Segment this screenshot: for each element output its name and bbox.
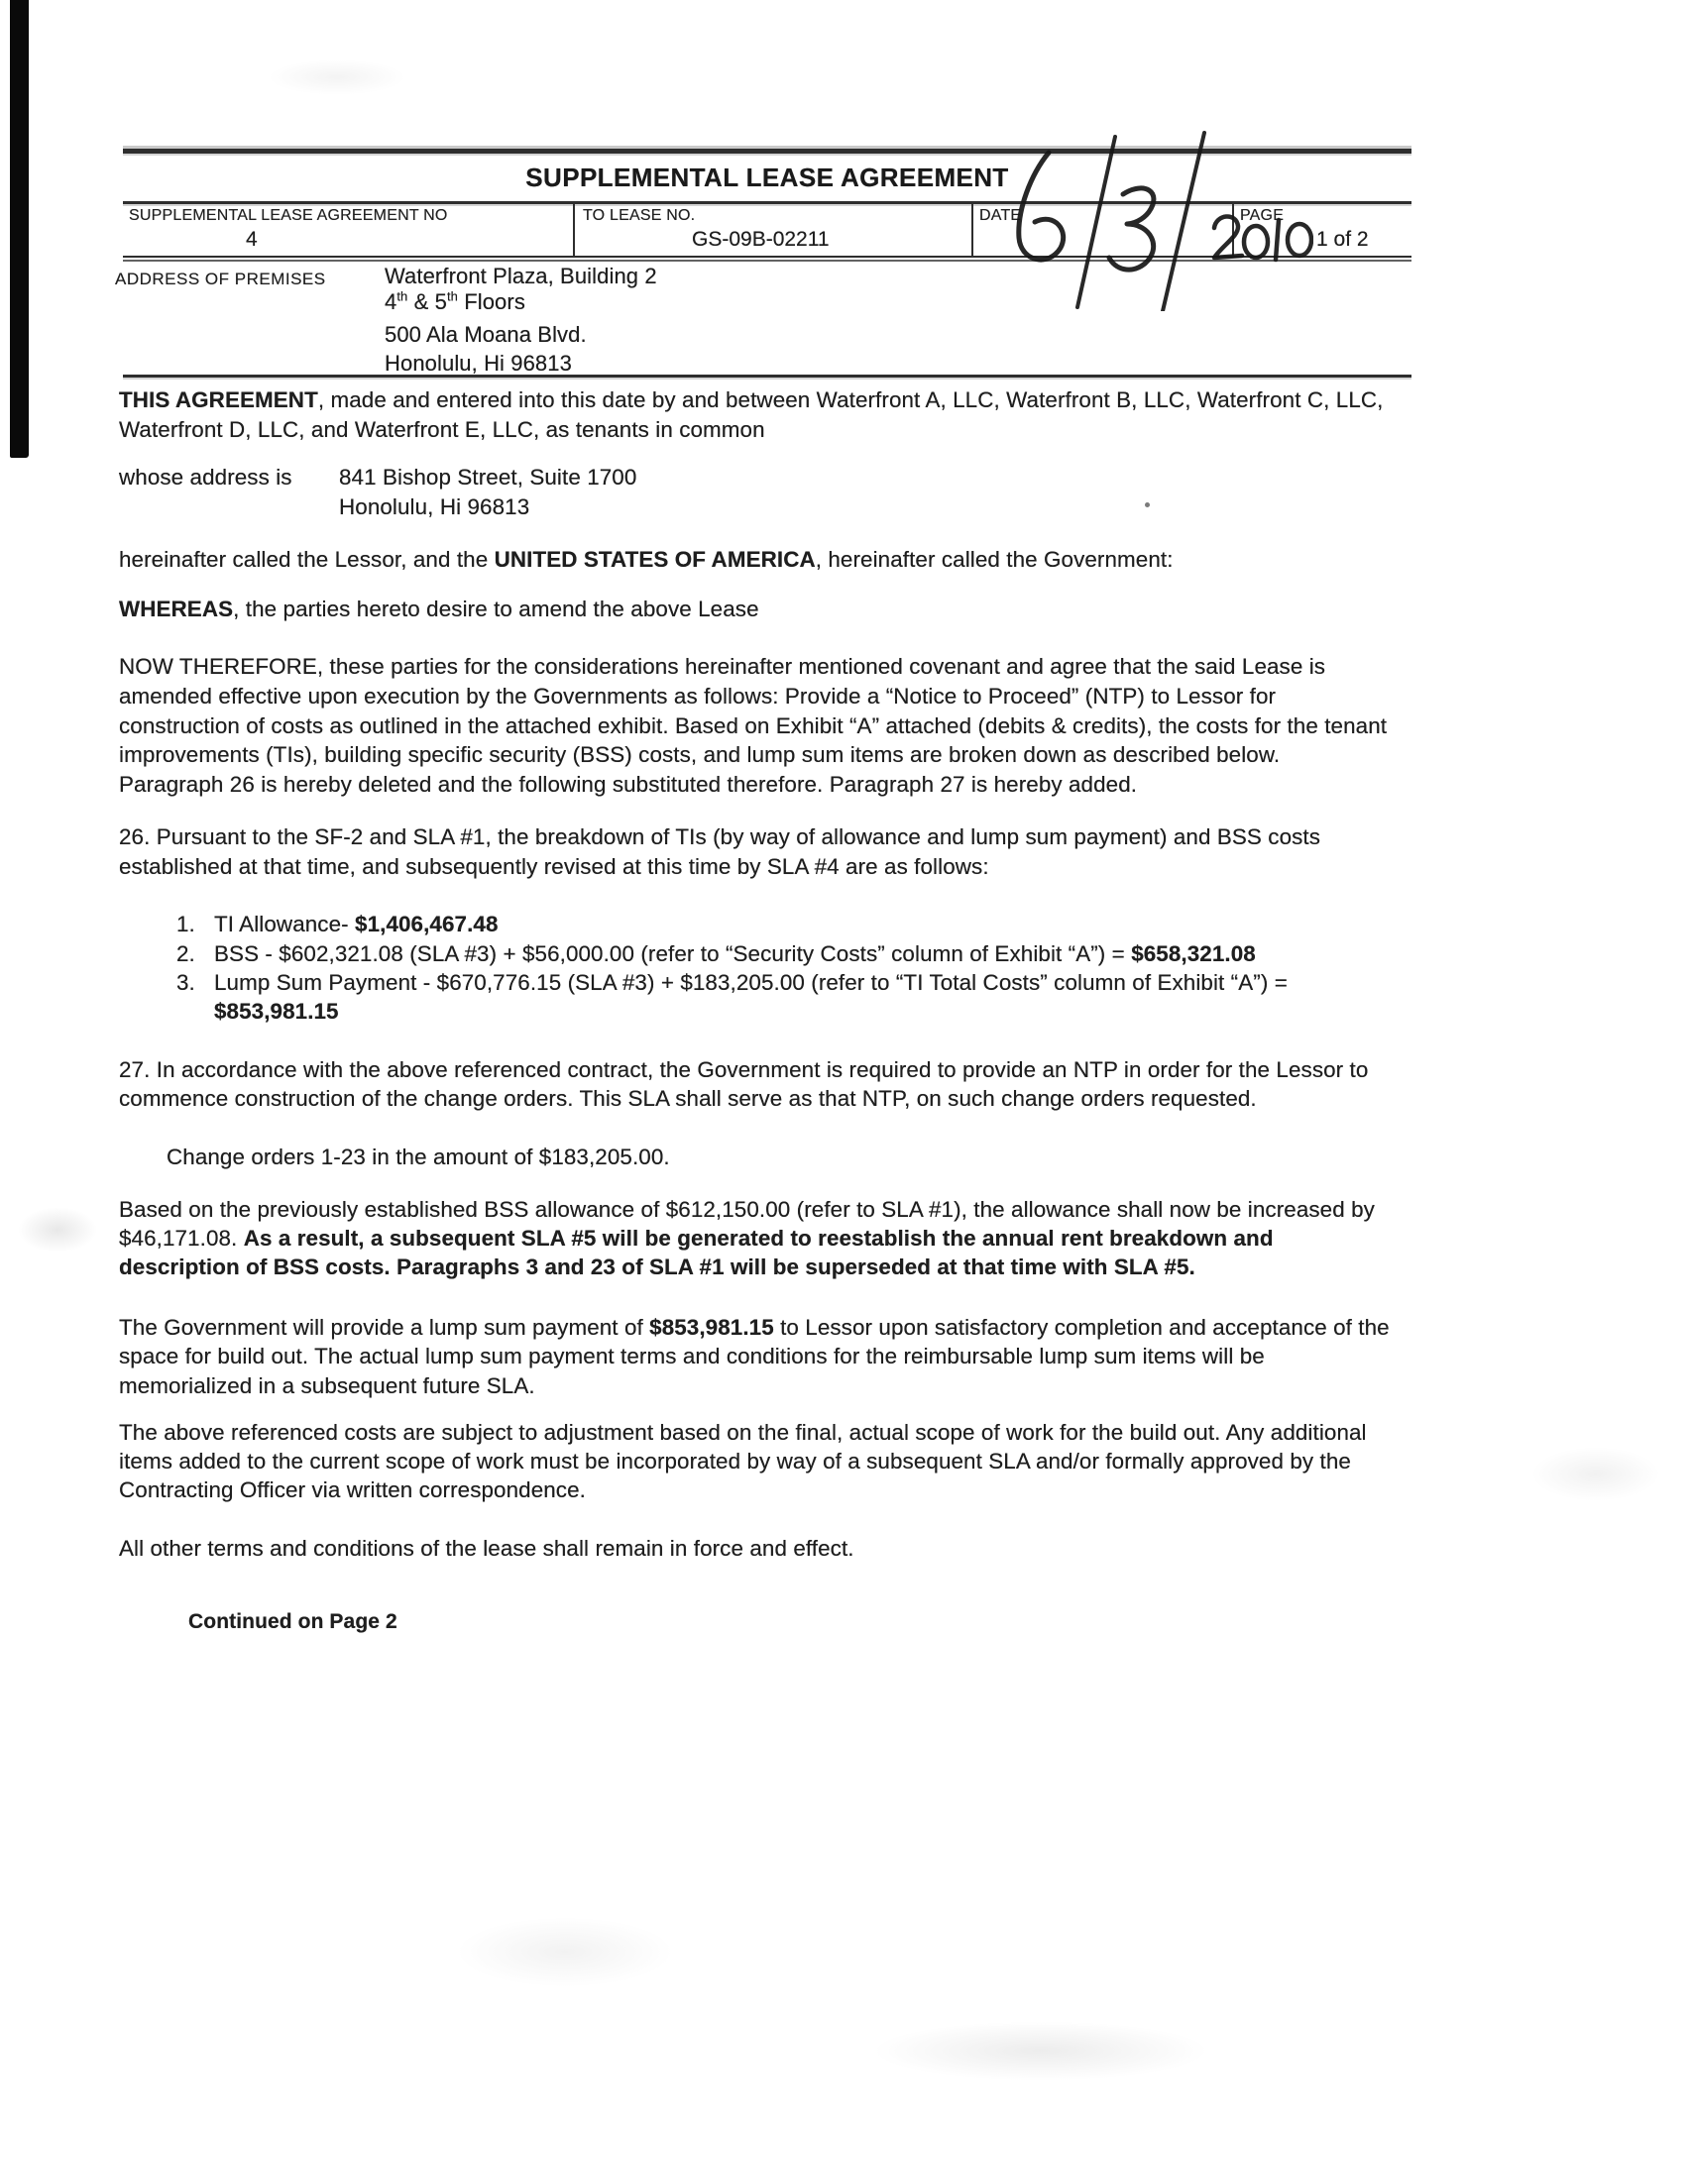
paragraph-agreement-line-2: Waterfront D, LLC, and Waterfront E, LLC, as tenants in common xyxy=(119,417,765,442)
paragraph-now-line-5: Paragraph 26 is hereby deleted and the following substituted therefore. Paragraph 27 is hereby added. xyxy=(119,772,1138,797)
list-item-1 xyxy=(214,912,499,937)
text-run: , hereinafter called the Government: xyxy=(815,547,1174,572)
text-run: The Government will provide a lump sum payment of xyxy=(119,1315,650,1340)
sla-number-label: SUPPLEMENTAL LEASE AGREEMENT NO xyxy=(129,207,448,224)
floors-text: & 5 xyxy=(407,289,447,314)
scan-smudge xyxy=(268,59,406,95)
list-item-2 xyxy=(214,941,1256,967)
handwritten-digit-3 xyxy=(1109,188,1154,270)
paragraph-above-line-1: The above referenced costs are subject to adjustment based on the final, actual scope of work for the build out. Any additional xyxy=(119,1420,1367,1445)
scan-smudge xyxy=(872,2021,1209,2081)
lease-number-label: TO LEASE NO. xyxy=(583,207,696,224)
text-run: $46,171.08. xyxy=(119,1226,244,1251)
continued-on-page-2: Continued on Page 2 xyxy=(188,1610,397,1633)
list-item-3-number: 3. xyxy=(176,970,195,995)
paragraph-26-line-1: 26. Pursuant to the SF-2 and SLA #1, the breakdown of TIs (by way of allowance and lump sum payment) and BSS costs xyxy=(119,824,1321,849)
lessor-address-line-2: Honolulu, Hi 96813 xyxy=(339,494,530,519)
scan-dot-artifact xyxy=(1145,502,1150,507)
list-item-2-number: 2. xyxy=(176,941,195,966)
paragraph-agreement-line-1 xyxy=(119,387,1383,413)
handwritten-digit-0 xyxy=(1244,226,1268,258)
paragraph-now-line-2: amended effective upon execution by the Governments as follows: Provide a “Notice to Proceed” (NTP) to Lessor for xyxy=(119,684,1277,709)
paragraph-hereinafter xyxy=(119,547,1174,573)
scan-edge-artifact xyxy=(10,0,29,458)
handwritten-digit-1 xyxy=(1276,220,1279,260)
page-label: PAGE xyxy=(1240,207,1285,224)
floors-superscript: th xyxy=(396,288,408,304)
address-line-1: Waterfront Plaza, Building 2 xyxy=(385,264,657,288)
text-run: , the parties hereto desire to amend the above Lease xyxy=(233,597,759,621)
paragraph-based-line-3: description of BSS costs. Paragraphs 3 and 23 of SLA #1 will be superseded at that time with SLA #5. xyxy=(119,1255,1195,1279)
address-of-premises-label: ADDRESS OF PREMISES xyxy=(115,270,326,288)
handwritten-date xyxy=(986,131,1313,311)
lessor-address-line-1: 841 Bishop Street, Suite 1700 xyxy=(339,465,637,490)
paragraph-whereas xyxy=(119,597,759,622)
header-cell-divider xyxy=(971,201,973,258)
address-line-3: 500 Ala Moana Blvd. xyxy=(385,322,587,347)
lease-number-value: GS-09B-02211 xyxy=(692,228,830,251)
paragraph-based-line-2 xyxy=(119,1226,1274,1252)
address-line-2 xyxy=(385,289,525,315)
bold-phrase: UNITED STATES OF AMERICA xyxy=(494,547,816,572)
bold-amount: $658,321.08 xyxy=(1131,941,1256,966)
paragraph-gov-line-2: space for build out. The actual lump sum payment terms and conditions for the reimbursable lump sum items will be xyxy=(119,1344,1265,1368)
scan-smudge xyxy=(1531,1447,1660,1501)
bold-phrase: THIS AGREEMENT xyxy=(119,387,318,412)
text-run: TI Allowance- xyxy=(214,912,356,936)
handwritten-digit-6 xyxy=(1019,153,1064,260)
header-cell-divider xyxy=(573,201,575,258)
all-other-terms-line: All other terms and conditions of the lease shall remain in force and effect. xyxy=(119,1536,854,1561)
document-title: SUPPLEMENTAL LEASE AGREEMENT xyxy=(525,163,1009,192)
list-item-3-amount: $853,981.15 xyxy=(214,999,339,1024)
scan-smudge xyxy=(456,1917,674,1987)
bold-phrase: As a result, a subsequent SLA #5 will be generated to reestablish the annual rent breakdown and xyxy=(243,1226,1274,1251)
paragraph-gov-line-3: memorialized in a subsequent future SLA. xyxy=(119,1373,535,1398)
paragraph-now-line-1: NOW THEREFORE, these parties for the considerations hereinafter mentioned covenant and agree that the said Lease is xyxy=(119,654,1326,679)
list-item-3: Lump Sum Payment - $670,776.15 (SLA #3) + $183,205.00 (refer to “TI Total Costs” column of Exhibit “A”) = xyxy=(214,970,1288,995)
paragraph-above-line-2: items added to the current scope of work must be incorporated by way of a subsequent SLA and/or formally approved by the xyxy=(119,1449,1351,1474)
change-orders-line: Change orders 1-23 in the amount of $183,205.00. xyxy=(167,1145,670,1169)
sla-number-value: 4 xyxy=(246,228,258,251)
paragraph-now-line-4: improvements (TIs), building specific security (BSS) costs, and lump sum items are broken down as described below. xyxy=(119,742,1281,767)
text-run: to Lessor upon satisfactory completion and acceptance of the xyxy=(773,1315,1390,1340)
text-run: , made and entered into this date by and between Waterfront A, LLC, Waterfront B, LLC, Waterfront C, LLC, xyxy=(317,387,1384,412)
text-run: BSS - $602,321.08 (SLA #3) + $56,000.00 (refer to “Security Costs” column of Exhibit “A”) = xyxy=(214,941,1132,966)
paragraph-27-line-2: commence construction of the change orders. This SLA shall serve as that NTP, on such change orders requested. xyxy=(119,1086,1257,1111)
whose-address-label: whose address is xyxy=(119,465,292,490)
floors-text: Floors xyxy=(457,289,525,314)
bold-amount: $1,406,467.48 xyxy=(355,912,499,936)
scan-smudge xyxy=(18,1207,97,1253)
paragraph-above-line-3: Contracting Officer via written correspondence. xyxy=(119,1477,586,1502)
address-line-4: Honolulu, Hi 96813 xyxy=(385,351,572,376)
list-item-1-number: 1. xyxy=(176,912,195,936)
paragraph-27-line-1: 27. In accordance with the above referenced contract, the Government is required to provide an NTP in order for the Lessor to xyxy=(119,1057,1369,1082)
date-label: DATE xyxy=(979,207,1022,224)
page-value: 1 of 2 xyxy=(1316,228,1369,251)
bold-phrase: WHEREAS xyxy=(119,597,234,621)
floors-text: 4 xyxy=(385,289,397,314)
header-bottom-rule xyxy=(123,375,1411,378)
floors-superscript: th xyxy=(446,288,458,304)
paragraph-26-line-2: established at that time, and subsequently revised at this time by SLA #4 are as follows: xyxy=(119,854,989,879)
text-run: hereinafter called the Lessor, and the xyxy=(119,547,495,572)
handwritten-digit-2 xyxy=(1214,216,1242,258)
paragraph-gov-line-1 xyxy=(119,1315,1390,1341)
handwritten-slash xyxy=(1163,133,1204,311)
handwritten-slash xyxy=(1077,137,1115,307)
bold-amount: $853,981.15 xyxy=(649,1315,774,1340)
handwritten-digit-0 xyxy=(1288,224,1311,256)
paragraph-based-line-1: Based on the previously established BSS allowance of $612,150.00 (refer to SLA #1), the allowance shall now be increased by xyxy=(119,1197,1375,1222)
paragraph-now-line-3: construction of costs as outlined in the attached exhibit. Based on Exhibit “A” attached (debits & credits), the costs for the tenant xyxy=(119,713,1388,738)
